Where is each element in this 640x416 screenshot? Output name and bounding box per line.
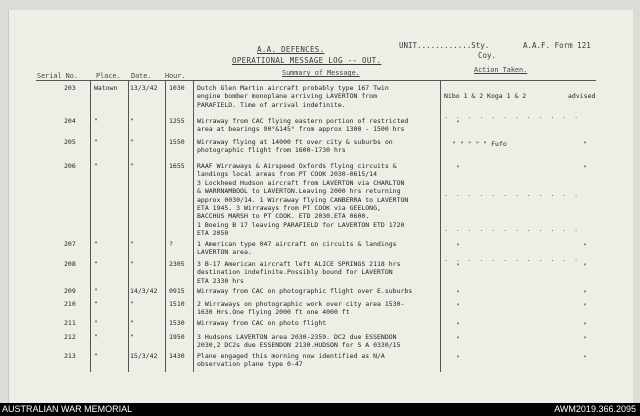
place-cell: " [94,300,98,308]
place-cell: " [94,138,98,146]
hour-cell: 1550 [169,138,185,146]
hour-cell: 1030 [169,84,185,92]
serial-number: 206 [64,162,76,170]
place-cell: " [94,162,98,170]
serial-number: 208 [64,260,76,268]
date-cell: " [130,240,134,248]
serial-number: 209 [64,287,76,295]
hour-cell: 1530 [169,319,185,327]
message-line: 3 B-17 American aircraft left ALICE SPRINGS 2118 hrs [197,260,401,268]
hour-cell: 1255 [169,117,185,125]
message-line: BACCHUS MARSH to PT COOK. ETD 2030.ETA 0600. [197,212,370,221]
column-divider [165,80,166,372]
message-line: approx 0030/14. 1 Wirraway flying CANBERRA to LAVERTON [197,195,409,204]
serial-number: 213 [64,352,76,360]
action-cell: " [456,242,460,250]
message-line: destination indefinite.Possibly bound for LAVERTON [197,268,393,277]
date-cell: 15/3/42 [130,352,158,360]
action-note: " [583,335,587,343]
action-cell: " [456,262,460,270]
column-divider [193,80,194,372]
place-cell: " [94,319,98,327]
action-cell: Nibo 1 & 2 Koga 1 & 2 [444,92,527,100]
serial-number: 207 [64,240,76,248]
department-title: A.A. DEFENCES. [257,45,325,54]
action-cell: " [456,119,460,127]
action-note: " [583,164,587,172]
coy-label: Coy. [478,51,497,60]
message-line: RAAF Wirraways & Airspeed Oxfords flying circuits & [197,162,397,170]
action-cell: " " " " " Fufo [452,140,507,148]
message-line: 3 Hudsons LAVERTON area 2030-2359. DC2 due ESSENDON [197,333,397,341]
hour-cell: 0915 [169,287,185,295]
serial-number: 205 [64,138,76,146]
message-line: Wirraway from CAC flying eastern portion of restricted [197,117,409,125]
message-line: engine bomber monoplane arriving LAVERTON from [197,92,378,101]
hour-cell: ? [169,240,173,248]
column-divider [128,80,129,372]
column-header-hour: Hour. [165,72,186,80]
action-note: " [583,302,587,310]
serial-number: 212 [64,333,76,341]
date-cell: " [130,138,134,146]
message-line: ETA 2050 [197,229,229,238]
date-cell: " [130,333,134,341]
hour-cell: 2305 [169,260,185,268]
message-line: Plane engaged this morning now identified as N/A [197,352,385,360]
date-cell: " [130,260,134,268]
column-divider [90,80,91,372]
hour-cell: 1655 [169,162,185,170]
column-header-place: Place. [96,72,121,80]
message-line: area at bearings 90°&145° from approx 1300 - 1500 hrs [197,125,405,134]
footer-institution: AUSTRALIAN WAR MEMORIAL [2,404,133,414]
action-note: " [583,242,587,250]
date-cell: " [130,300,134,308]
action-note: " [583,140,587,148]
serial-number: 203 [64,84,76,92]
date-cell: " [130,117,134,125]
place-cell: Watown [94,84,118,92]
message-line: ETA 2330 hrs [197,276,244,285]
action-note: " [583,289,587,297]
message-line: Wirraway from CAC on photo flight [197,319,327,327]
place-cell: " [94,260,98,268]
message-line: photographic flight from 1600-1730 hrs [197,146,346,155]
message-line: LAVERTON area. [197,248,252,257]
message-line: ETA 1945. 3 Wirraways from PT COOK via GEELONG, [197,204,381,212]
date-cell: 14/3/42 [130,287,158,295]
form-number: A.A.F. Form 121 [523,41,591,50]
action-cell: " [456,335,460,343]
date-cell: " [130,319,134,327]
column-divider [440,80,441,372]
action-note: advised [568,92,596,100]
message-line: Wirraway from CAC on photographic flight over E.suburbs [197,287,413,295]
place-cell: " [94,240,98,248]
action-cell: " [456,289,460,297]
action-note: " [583,321,587,329]
message-line: 2 Wirraways on photographic work over city area 1530- [197,300,405,308]
action-note: " [583,354,587,362]
message-line: Wirraway flying at 14000 ft over city & suburbs on [197,138,393,146]
action-dots: . . . . . . . . . . . . [444,255,581,263]
hour-cell: 1950 [169,333,185,341]
place-cell: " [94,333,98,341]
action-cell: " [456,164,460,172]
hour-cell: 1430 [169,352,185,360]
serial-number: 204 [64,117,76,125]
hour-cell: 1510 [169,300,185,308]
action-dots: . . . . . . . . . . . . [444,112,581,120]
action-dots: . . . . . . . . . . . . [444,225,581,233]
footer-bar [0,403,640,416]
message-line: 1 Boeing B 17 leaving PARAFIELD for LAVERTON ETD 1720 [197,220,405,229]
message-line: PARAFIELD. Time of arrival indefinite. [197,100,346,109]
message-line: 2030,2 DC2s due ESSENDON 2130.HUDSON for S A 0330/15 [197,341,401,350]
message-line: observation plane type 0-47 [197,360,303,369]
table-top-rule [36,80,596,81]
message-line: landings local areas from PT COOK 2030-0615/14 [197,170,378,179]
unit-label: UNIT............Sty. [399,41,490,50]
message-line: 1 American type 047 aircraft on circuits & landings [197,240,397,248]
column-header-action: Action Taken. [474,66,528,74]
serial-number: 211 [64,319,76,327]
action-cell: " [456,321,460,329]
column-header-serial: Serial No. [37,72,78,80]
place-cell: " [94,287,98,295]
action-cell: " [456,354,460,362]
message-line: 3 Lockheed Hudson aircraft from LAVERTON via CHARLTON [197,178,405,187]
page-title: OPERATIONAL MESSAGE LOG -- OUT. [232,56,382,65]
place-cell: " [94,117,98,125]
date-cell: " [130,162,134,170]
place-cell: " [94,352,98,360]
serial-number: 210 [64,300,76,308]
message-line: & WARRNAMBOOL to LAVERTON.Leaving 2000 hrs returning [197,187,401,196]
message-line: Dutch Glen Martin aircraft probably type 167 Twin [197,84,389,92]
action-note: " [583,262,587,270]
action-dots: . . . . . . . . . . . . [444,190,581,198]
date-cell: 13/3/42 [130,84,158,92]
column-header-summary: Summary of Message. [282,69,360,77]
message-line: 1630 Hrs.One flying 2000 ft one 4000 ft [197,308,350,317]
column-header-date: Date. [131,72,152,80]
footer-accession: AWM2019.366.2095 [554,404,636,414]
action-cell: " [456,302,460,310]
